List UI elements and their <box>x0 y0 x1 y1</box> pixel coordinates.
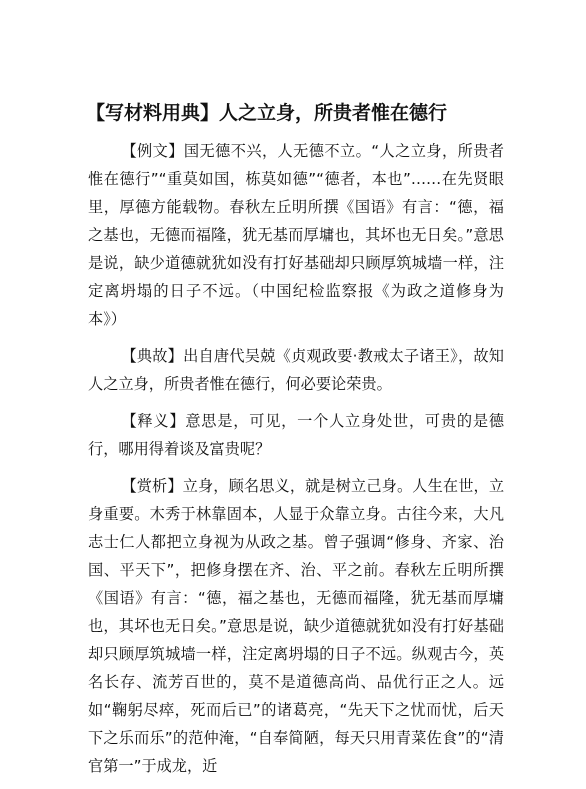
paragraph-analysis: 【赏析】立身，顾名思义，就是树立己身。人生在世，立身重要。木秀于林靠固本，人显于众靠立身。古往今来，大凡志士仁人都把立身视为从政之基。曾子强调“修身、齐家、治国、平天下”，把修身摆在齐、治、平之前。春秋左丘明所撰《国语》有言：“德，福之基也，无德而福隆，犹无基而厚墉也，其坏也无日矣。”意思是说，缺少道德就犹如没有打好基础却只顾厚筑城墙一样，注定离坍塌的日子不远。纵观古今，英名长存、流芳百世的，莫不是道德高尚、品优行正之人。远如“鞠躬尽瘁，死而后已”的诸葛亮，“先天下之忧而忧，后天下之乐而乐”的范仲淹，“自奉简陋，每天只用青菜佐食”的“清官第一”于成龙，近 <box>88 477 504 775</box>
paragraph-source: 【典故】出自唐代吴兢《贞观政要·教戒太子诸王》，故知人之立身，所贵者惟在德行，何必要论荣贵。 <box>88 347 504 393</box>
document-title: 【写材料用典】人之立身，所贵者惟在德行 <box>86 102 448 124</box>
paragraph-meaning: 【释义】意思是，可见，一个人立身处世，可贵的是德行，哪用得着谈及富贵呢？ <box>88 412 504 458</box>
document-body <box>88 137 504 789</box>
paragraph-example: 【例文】国无德不兴，人无德不立。“人之立身，所贵者惟在德行”“重莫如国，栋莫如德”“德者，本也”……在先贤眼里，厚德方能载物。春秋左丘明所撰《国语》有言：“德，福之基也，无德而福隆，犹无基而厚墉也，其坏也无日矣。”意思是说，缺少道德就犹如没有打好基础却只顾厚筑城墙一样，注定离坍塌的日子不远。（中国纪检监察报《为政之道修身为本》） <box>88 142 504 328</box>
